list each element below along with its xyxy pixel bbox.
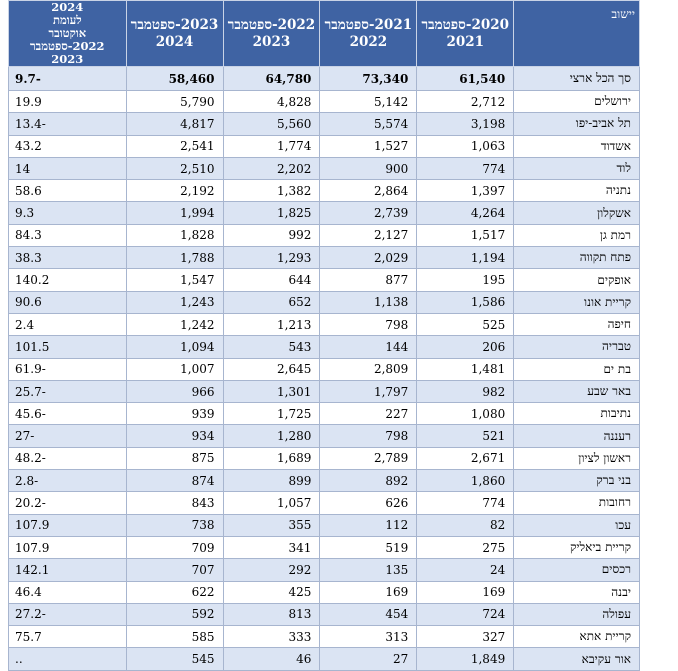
value-2021-2022-cell: 454 (320, 603, 417, 625)
table-row (9, 447, 640, 469)
settlement-name-cell: אשדוד (514, 135, 640, 157)
percent-change-cell: 14 (9, 157, 127, 179)
value-2023-2024-cell: 2,541 (126, 135, 223, 157)
value-2022-2023-cell: 46 (223, 648, 320, 670)
value-2021-2022-cell: 626 (320, 492, 417, 514)
value-2022-2023-cell: 992 (223, 224, 320, 246)
value-2021-2022-cell: 227 (320, 403, 417, 425)
value-2023-2024-cell: 585 (126, 626, 223, 648)
percent-change-cell: 9.3 (9, 202, 127, 224)
value-2022-2023-cell: 1,293 (223, 247, 320, 269)
value-2020-2021-cell: 724 (417, 603, 514, 625)
value-2023-2024-cell: 966 (126, 380, 223, 402)
value-2021-2022-cell: 2,029 (320, 247, 417, 269)
table-row (9, 648, 640, 670)
header-row (9, 1, 640, 67)
value-2022-2023-cell: 425 (223, 581, 320, 603)
settlement-name-cell: אשקלון (514, 202, 640, 224)
header-percent-line: לעומת (52, 13, 82, 27)
table-row (9, 224, 640, 246)
value-2023-2024-cell: 5,790 (126, 91, 223, 113)
settlement-name-cell: נתיבות (514, 403, 640, 425)
percent-change-cell: 140.2 (9, 269, 127, 291)
percent-change-cell: .. (9, 648, 127, 670)
percent-change-cell: 90.6 (9, 291, 127, 313)
header-percent-change (9, 1, 127, 67)
percent-change-cell: 58.6 (9, 180, 127, 202)
table-row (9, 581, 640, 603)
table-row (9, 358, 640, 380)
value-2020-2021-cell: 1,860 (417, 470, 514, 492)
value-2020-2021-cell: 3,198 (417, 113, 514, 135)
value-2020-2021-cell: 24 (417, 559, 514, 581)
value-2021-2022-cell: 73,340 (320, 67, 417, 91)
value-2020-2021-cell: 61,540 (417, 67, 514, 91)
table-row (9, 313, 640, 335)
header-2020-2021: 2020-ספטמבר 2021 (417, 1, 514, 67)
header-percent-line: אוקטובר (48, 26, 87, 40)
value-2023-2024-cell: 707 (126, 559, 223, 581)
percent-change-cell: 13.4- (9, 113, 127, 135)
value-2023-2024-cell: 939 (126, 403, 223, 425)
value-2022-2023-cell: 2,645 (223, 358, 320, 380)
value-2022-2023-cell: 2,202 (223, 157, 320, 179)
percent-change-cell: 48.2- (9, 447, 127, 469)
value-2022-2023-cell: 292 (223, 559, 320, 581)
value-2020-2021-cell: 1,194 (417, 247, 514, 269)
header-percent-line: 2024 (51, 0, 84, 14)
value-2022-2023-cell: 813 (223, 603, 320, 625)
value-2020-2021-cell: 275 (417, 536, 514, 558)
percent-change-cell: 43.2 (9, 135, 127, 157)
value-2023-2024-cell: 1,007 (126, 358, 223, 380)
value-2020-2021-cell: 1,849 (417, 648, 514, 670)
value-2022-2023-cell: 899 (223, 470, 320, 492)
settlement-name-cell: חיפה (514, 313, 640, 335)
value-2021-2022-cell: 798 (320, 425, 417, 447)
settlement-name-cell: נתניה (514, 180, 640, 202)
value-2023-2024-cell: 1,788 (126, 247, 223, 269)
value-2021-2022-cell: 5,574 (320, 113, 417, 135)
total-row (9, 67, 640, 91)
settlement-name-cell: יבנה (514, 581, 640, 603)
value-2022-2023-cell: 644 (223, 269, 320, 291)
percent-change-cell: 75.7 (9, 626, 127, 648)
value-2021-2022-cell: 900 (320, 157, 417, 179)
value-2023-2024-cell: 58,460 (126, 67, 223, 91)
value-2020-2021-cell: 1,063 (417, 135, 514, 157)
table-row (9, 603, 640, 625)
value-2022-2023-cell: 5,560 (223, 113, 320, 135)
settlement-name-cell: רעננה (514, 425, 640, 447)
value-2021-2022-cell: 135 (320, 559, 417, 581)
settlement-name-cell: לוד (514, 157, 640, 179)
value-2023-2024-cell: 843 (126, 492, 223, 514)
settlement-name-cell: רחובות (514, 492, 640, 514)
settlement-name-cell: קריית ביאליק (514, 536, 640, 558)
value-2020-2021-cell: 774 (417, 492, 514, 514)
value-2021-2022-cell: 5,142 (320, 91, 417, 113)
settlement-name-cell: תל אביב-יפו (514, 113, 640, 135)
table-row (9, 291, 640, 313)
value-2020-2021-cell: 1,080 (417, 403, 514, 425)
table-row (9, 626, 640, 648)
table-row (9, 425, 640, 447)
table-row (9, 492, 640, 514)
percent-change-cell: 142.1 (9, 559, 127, 581)
value-2022-2023-cell: 1,825 (223, 202, 320, 224)
value-2023-2024-cell: 709 (126, 536, 223, 558)
value-2021-2022-cell: 519 (320, 536, 417, 558)
percent-change-cell: 84.3 (9, 224, 127, 246)
value-2021-2022-cell: 877 (320, 269, 417, 291)
value-2021-2022-cell: 892 (320, 470, 417, 492)
table-row (9, 470, 640, 492)
table-row (9, 380, 640, 402)
settlement-name-cell: אופקים (514, 269, 640, 291)
settlement-name-cell: ירושלים (514, 91, 640, 113)
value-2021-2022-cell: 2,864 (320, 180, 417, 202)
value-2020-2021-cell: 1,397 (417, 180, 514, 202)
value-2023-2024-cell: 874 (126, 470, 223, 492)
value-2020-2021-cell: 195 (417, 269, 514, 291)
header-settlement: יישוב (514, 1, 640, 67)
percent-change-cell: 19.9 (9, 91, 127, 113)
value-2023-2024-cell: 2,192 (126, 180, 223, 202)
data-table-container (8, 0, 640, 667)
settlement-name-cell: קריית אונו (514, 291, 640, 313)
value-2021-2022-cell: 27 (320, 648, 417, 670)
percent-change-cell: 2.4 (9, 313, 127, 335)
value-2022-2023-cell: 341 (223, 536, 320, 558)
value-2021-2022-cell: 2,789 (320, 447, 417, 469)
percent-change-cell: 2.8- (9, 470, 127, 492)
value-2020-2021-cell: 525 (417, 313, 514, 335)
value-2023-2024-cell: 738 (126, 514, 223, 536)
value-2022-2023-cell: 1,280 (223, 425, 320, 447)
percent-change-cell: 38.3 (9, 247, 127, 269)
percent-change-cell: 61.9- (9, 358, 127, 380)
header-2021-2022: 2021-ספטמבר 2022 (320, 1, 417, 67)
value-2022-2023-cell: 1,382 (223, 180, 320, 202)
header-2022-2023: 2022-ספטמבר 2023 (223, 1, 320, 67)
value-2021-2022-cell: 2,127 (320, 224, 417, 246)
percent-change-cell: 20.2- (9, 492, 127, 514)
header-2023-2024: 2023-ספטמבר 2024 (126, 1, 223, 67)
table-row (9, 180, 640, 202)
settlement-name-cell: פתח תקווה (514, 247, 640, 269)
value-2022-2023-cell: 652 (223, 291, 320, 313)
settlement-name-cell: עכו (514, 514, 640, 536)
value-2020-2021-cell: 982 (417, 380, 514, 402)
value-2023-2024-cell: 545 (126, 648, 223, 670)
table-row (9, 336, 640, 358)
percent-change-cell: 9.7- (9, 67, 127, 91)
table-row (9, 135, 640, 157)
value-2020-2021-cell: 4,264 (417, 202, 514, 224)
settlement-name-cell: רכסים (514, 559, 640, 581)
value-2020-2021-cell: 1,517 (417, 224, 514, 246)
value-2023-2024-cell: 875 (126, 447, 223, 469)
value-2022-2023-cell: 1,689 (223, 447, 320, 469)
settlement-name-cell: סך הכל ארצי (514, 67, 640, 91)
percent-change-cell: 27.2- (9, 603, 127, 625)
value-2023-2024-cell: 1,243 (126, 291, 223, 313)
value-2021-2022-cell: 169 (320, 581, 417, 603)
value-2023-2024-cell: 592 (126, 603, 223, 625)
value-2020-2021-cell: 521 (417, 425, 514, 447)
settlement-name-cell: באר שבע (514, 380, 640, 402)
value-2022-2023-cell: 1,774 (223, 135, 320, 157)
value-2022-2023-cell: 1,213 (223, 313, 320, 335)
percent-change-cell: 101.5 (9, 336, 127, 358)
value-2023-2024-cell: 1,094 (126, 336, 223, 358)
value-2021-2022-cell: 1,797 (320, 380, 417, 402)
table-row (9, 536, 640, 558)
percent-change-cell: 46.4 (9, 581, 127, 603)
table-body (9, 67, 640, 671)
settlement-name-cell: טבריה (514, 336, 640, 358)
value-2020-2021-cell: 774 (417, 157, 514, 179)
settlement-name-cell: בני ברק (514, 470, 640, 492)
value-2020-2021-cell: 82 (417, 514, 514, 536)
percent-change-cell: 107.9 (9, 536, 127, 558)
percent-change-cell: 45.6- (9, 403, 127, 425)
value-2022-2023-cell: 1,725 (223, 403, 320, 425)
table-row (9, 157, 640, 179)
table-row (9, 247, 640, 269)
value-2022-2023-cell: 543 (223, 336, 320, 358)
value-2023-2024-cell: 934 (126, 425, 223, 447)
table-row (9, 269, 640, 291)
value-2023-2024-cell: 622 (126, 581, 223, 603)
value-2021-2022-cell: 2,739 (320, 202, 417, 224)
value-2021-2022-cell: 313 (320, 626, 417, 648)
value-2023-2024-cell: 1,828 (126, 224, 223, 246)
value-2023-2024-cell: 2,510 (126, 157, 223, 179)
table-row (9, 403, 640, 425)
value-2023-2024-cell: 1,242 (126, 313, 223, 335)
value-2020-2021-cell: 206 (417, 336, 514, 358)
settlement-name-cell: קריית אתא (514, 626, 640, 648)
settlement-statistics-table (8, 0, 640, 671)
value-2022-2023-cell: 355 (223, 514, 320, 536)
value-2021-2022-cell: 798 (320, 313, 417, 335)
value-2022-2023-cell: 4,828 (223, 91, 320, 113)
percent-change-cell: 25.7- (9, 380, 127, 402)
value-2021-2022-cell: 1,527 (320, 135, 417, 157)
settlement-name-cell: אור עקיבא (514, 648, 640, 670)
percent-change-cell: 27- (9, 425, 127, 447)
value-2020-2021-cell: 327 (417, 626, 514, 648)
settlement-name-cell: בת ים (514, 358, 640, 380)
settlement-name-cell: ראשון לציון (514, 447, 640, 469)
value-2020-2021-cell: 2,712 (417, 91, 514, 113)
value-2023-2024-cell: 1,994 (126, 202, 223, 224)
percent-change-cell: 107.9 (9, 514, 127, 536)
value-2022-2023-cell: 1,057 (223, 492, 320, 514)
value-2021-2022-cell: 2,809 (320, 358, 417, 380)
table-row (9, 113, 640, 135)
table-row (9, 559, 640, 581)
table-row (9, 91, 640, 113)
value-2022-2023-cell: 333 (223, 626, 320, 648)
value-2021-2022-cell: 144 (320, 336, 417, 358)
table-row (9, 202, 640, 224)
value-2020-2021-cell: 1,586 (417, 291, 514, 313)
value-2023-2024-cell: 1,547 (126, 269, 223, 291)
value-2020-2021-cell: 169 (417, 581, 514, 603)
settlement-name-cell: עפולה (514, 603, 640, 625)
settlement-name-cell: רמת גן (514, 224, 640, 246)
value-2021-2022-cell: 112 (320, 514, 417, 536)
header-percent-line: 2022-ספטמבר 2023 (30, 39, 105, 66)
table-row (9, 514, 640, 536)
value-2023-2024-cell: 4,817 (126, 113, 223, 135)
value-2020-2021-cell: 2,671 (417, 447, 514, 469)
value-2022-2023-cell: 64,780 (223, 67, 320, 91)
value-2020-2021-cell: 1,481 (417, 358, 514, 380)
value-2022-2023-cell: 1,301 (223, 380, 320, 402)
value-2021-2022-cell: 1,138 (320, 291, 417, 313)
